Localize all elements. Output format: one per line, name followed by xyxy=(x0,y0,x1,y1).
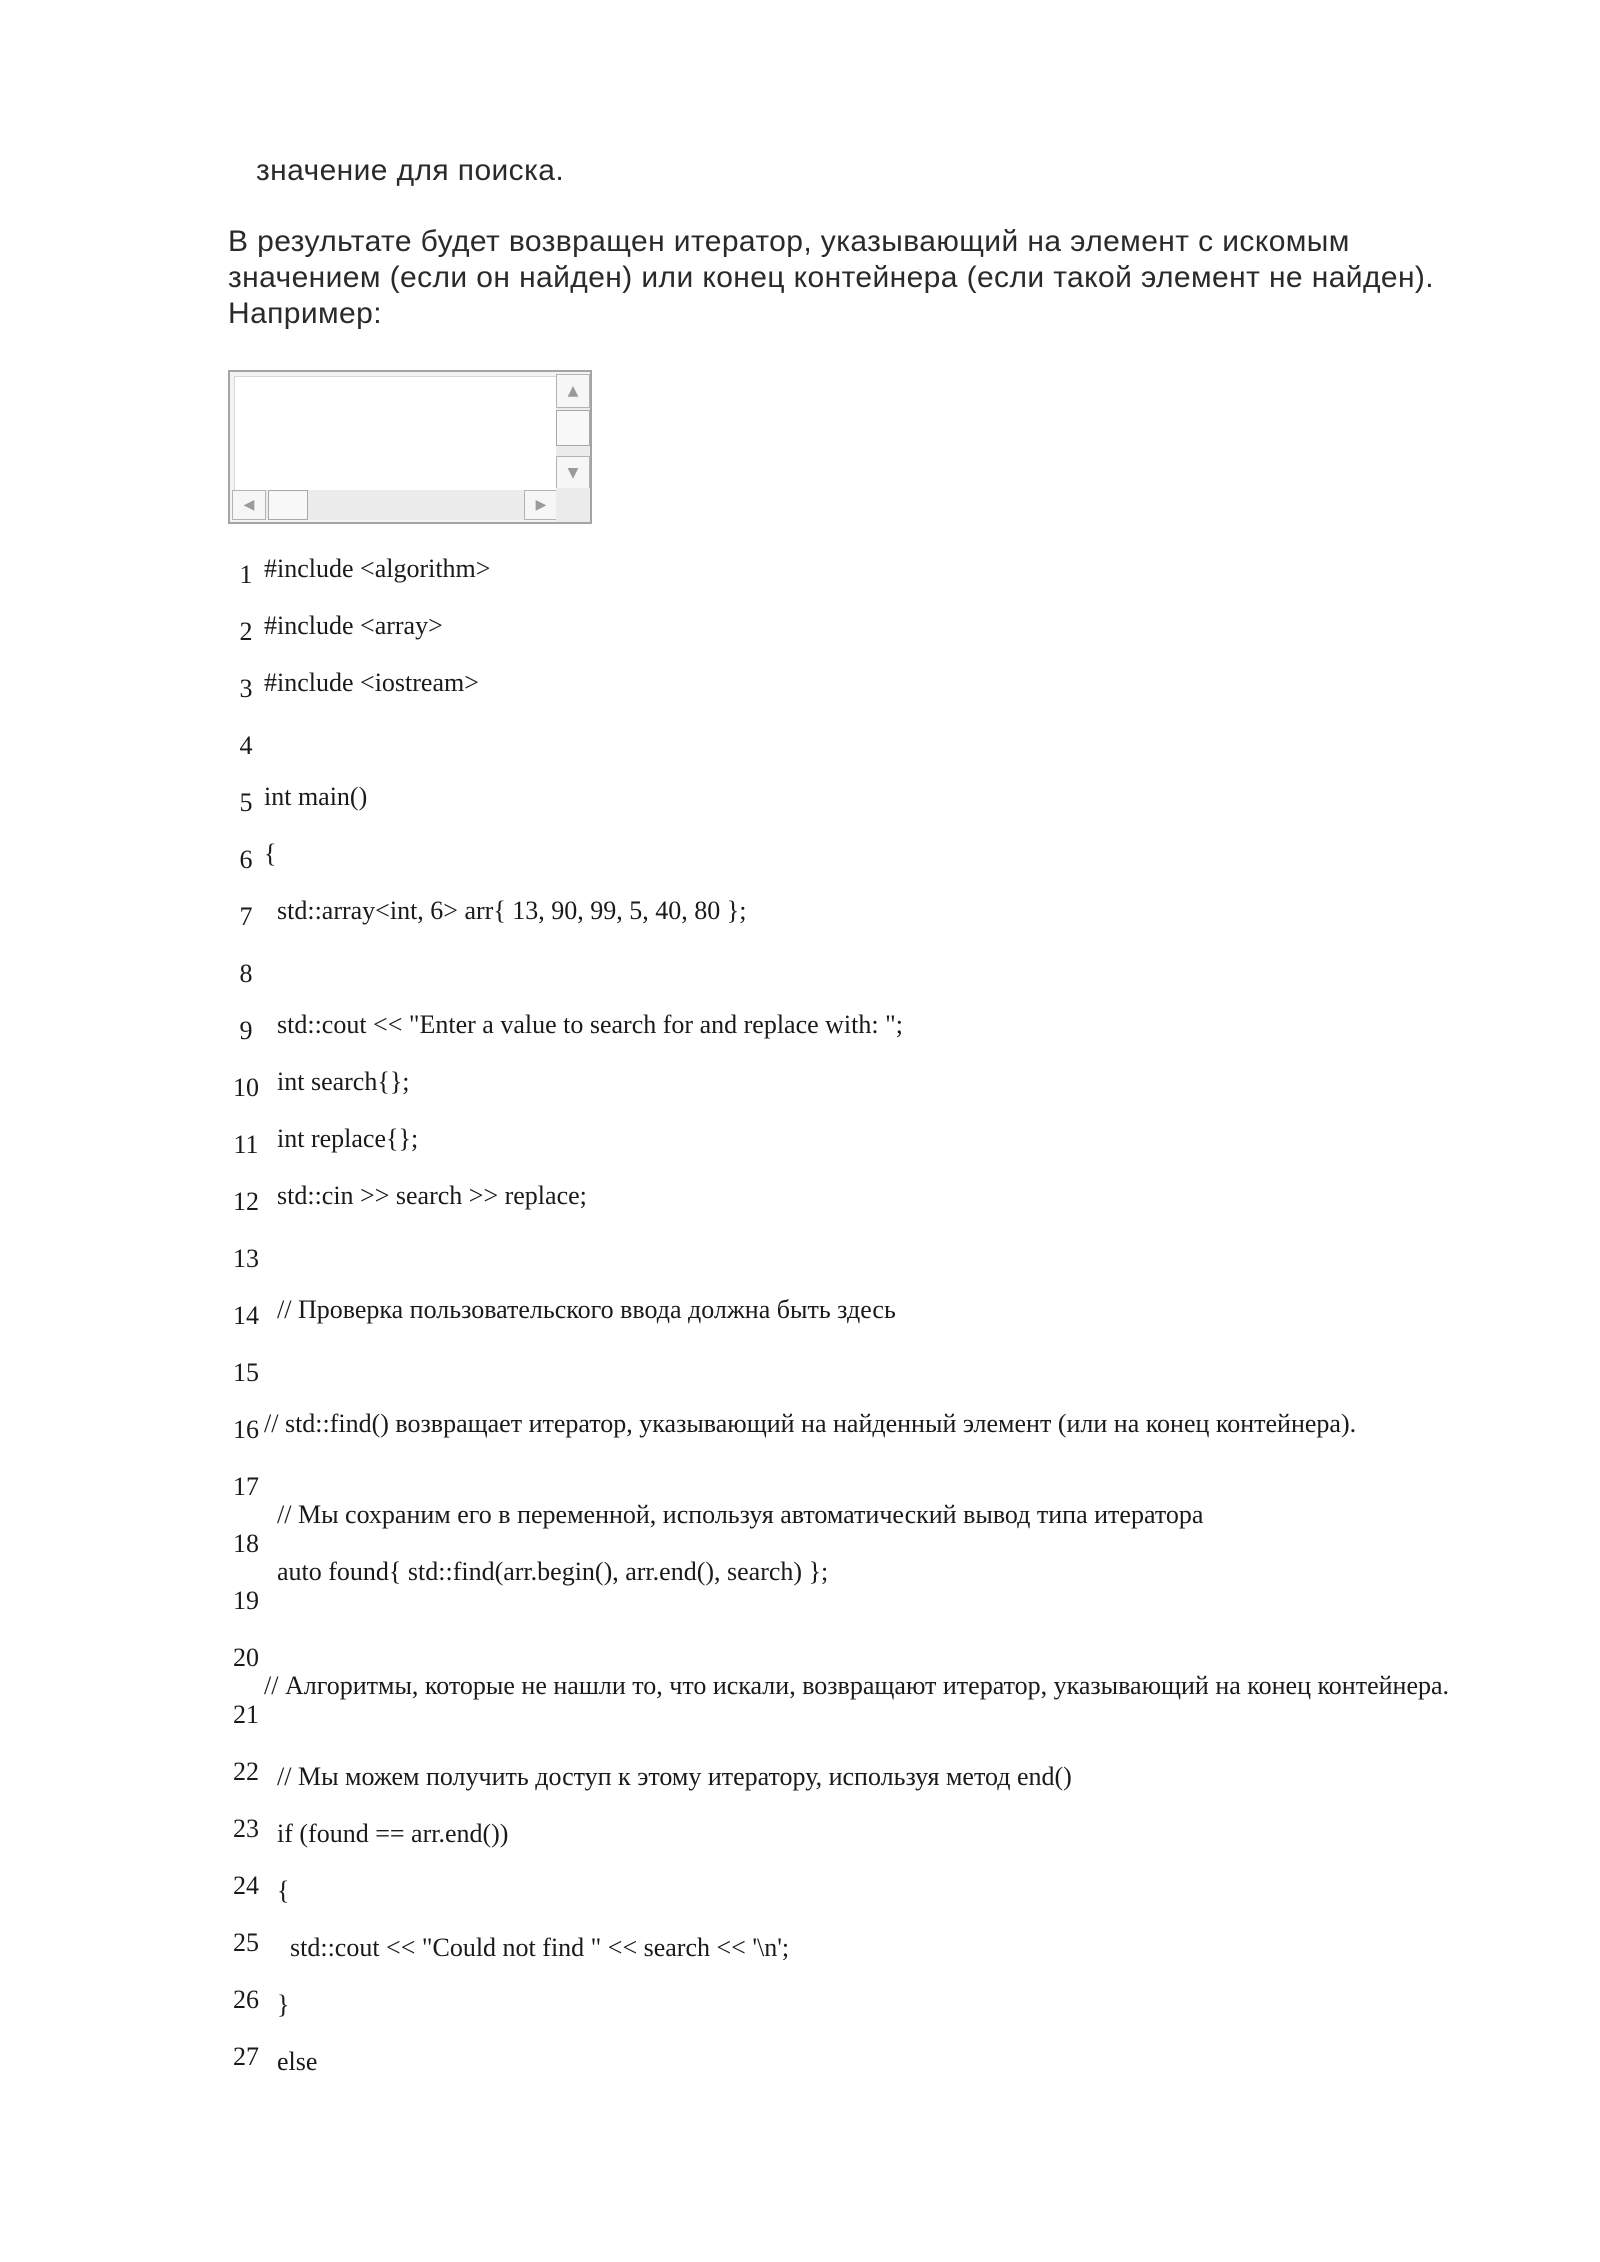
line-number: 17 xyxy=(233,1472,259,1501)
paragraph-intro: В результате будет возвращен итератор, указывающий на элемент с искомым значением (если он найден) или конец контейнера (если такой элемент не найден). Например: xyxy=(228,225,1435,330)
line-number: 22 xyxy=(233,1757,259,1786)
code-line: std::cout << "Enter a value to search for and replace with: "; xyxy=(264,1010,903,1039)
line-number: 26 xyxy=(233,1985,259,2014)
code-line: // Мы можем получить доступ к этому итератору, используя метод end() xyxy=(264,1762,1072,1791)
line-number: 7 xyxy=(239,902,253,931)
line-number: 3 xyxy=(239,674,253,703)
line-number: 21 xyxy=(233,1700,259,1729)
code-line: // Проверка пользовательского ввода должна быть здесь xyxy=(264,1295,896,1324)
line-number: 2 xyxy=(239,617,253,646)
code-line: // Мы сохраним его в переменной, используя автоматический вывод типа итератора xyxy=(264,1500,1204,1529)
code-line: std::cin >> search >> replace; xyxy=(264,1181,587,1210)
line-number: 16 xyxy=(233,1415,259,1444)
line-number: 12 xyxy=(233,1187,259,1216)
code-line: } xyxy=(264,1990,290,2019)
paragraph-continuation: значение для поиска. xyxy=(256,154,565,187)
line-number: 18 xyxy=(233,1529,259,1558)
code-line: std::cout << "Could not find " << search << '\n'; xyxy=(264,1933,790,1962)
line-number: 27 xyxy=(233,2042,259,2071)
scroll-down-arrow-icon: ▼ xyxy=(567,465,579,481)
line-number: 15 xyxy=(233,1358,259,1387)
code-line: // std::find() возвращает итератор, указывающий на найденный элемент (или на конец контейнера). xyxy=(264,1409,1357,1438)
line-number: 5 xyxy=(239,788,253,817)
code-line: int search{}; xyxy=(264,1067,410,1096)
scroll-left-arrow-icon: ◀ xyxy=(243,497,255,513)
code-line: int replace{}; xyxy=(264,1124,419,1153)
line-number: 20 xyxy=(233,1643,259,1672)
line-number: 1 xyxy=(239,560,253,589)
code-line: if (found == arr.end()) xyxy=(264,1819,509,1848)
line-number: 19 xyxy=(233,1586,259,1615)
line-number: 11 xyxy=(233,1130,259,1159)
line-number: 25 xyxy=(233,1928,259,1957)
scroll-up-arrow-icon: ▲ xyxy=(567,383,579,399)
code-line: auto found{ std::find(arr.begin(), arr.end(), search) }; xyxy=(264,1557,829,1586)
code-line: int main() xyxy=(264,782,368,811)
code-line: #include <algorithm> xyxy=(264,554,491,583)
code-line: #include <iostream> xyxy=(264,668,479,697)
line-number: 10 xyxy=(233,1073,259,1102)
line-number: 6 xyxy=(239,845,253,874)
code-line: { xyxy=(264,1876,290,1905)
line-number: 14 xyxy=(233,1301,259,1330)
code-line: #include <array> xyxy=(264,611,443,640)
code-line: std::array<int, 6> arr{ 13, 90, 99, 5, 40, 80 }; xyxy=(264,896,747,925)
code-line: // Алгоритмы, которые не нашли то, что искали, возвращают итератор, указывающий на конец контейнера. xyxy=(264,1671,1450,1700)
scroll-right-arrow-icon: ▶ xyxy=(535,497,547,513)
line-number: 9 xyxy=(239,1016,253,1045)
code-line: else xyxy=(264,2047,318,2076)
line-number: 23 xyxy=(233,1814,259,1843)
line-number: 24 xyxy=(233,1871,259,1900)
line-number: 13 xyxy=(233,1244,259,1273)
line-number: 8 xyxy=(239,959,253,988)
code-line: { xyxy=(264,839,277,868)
line-number: 4 xyxy=(239,731,253,760)
